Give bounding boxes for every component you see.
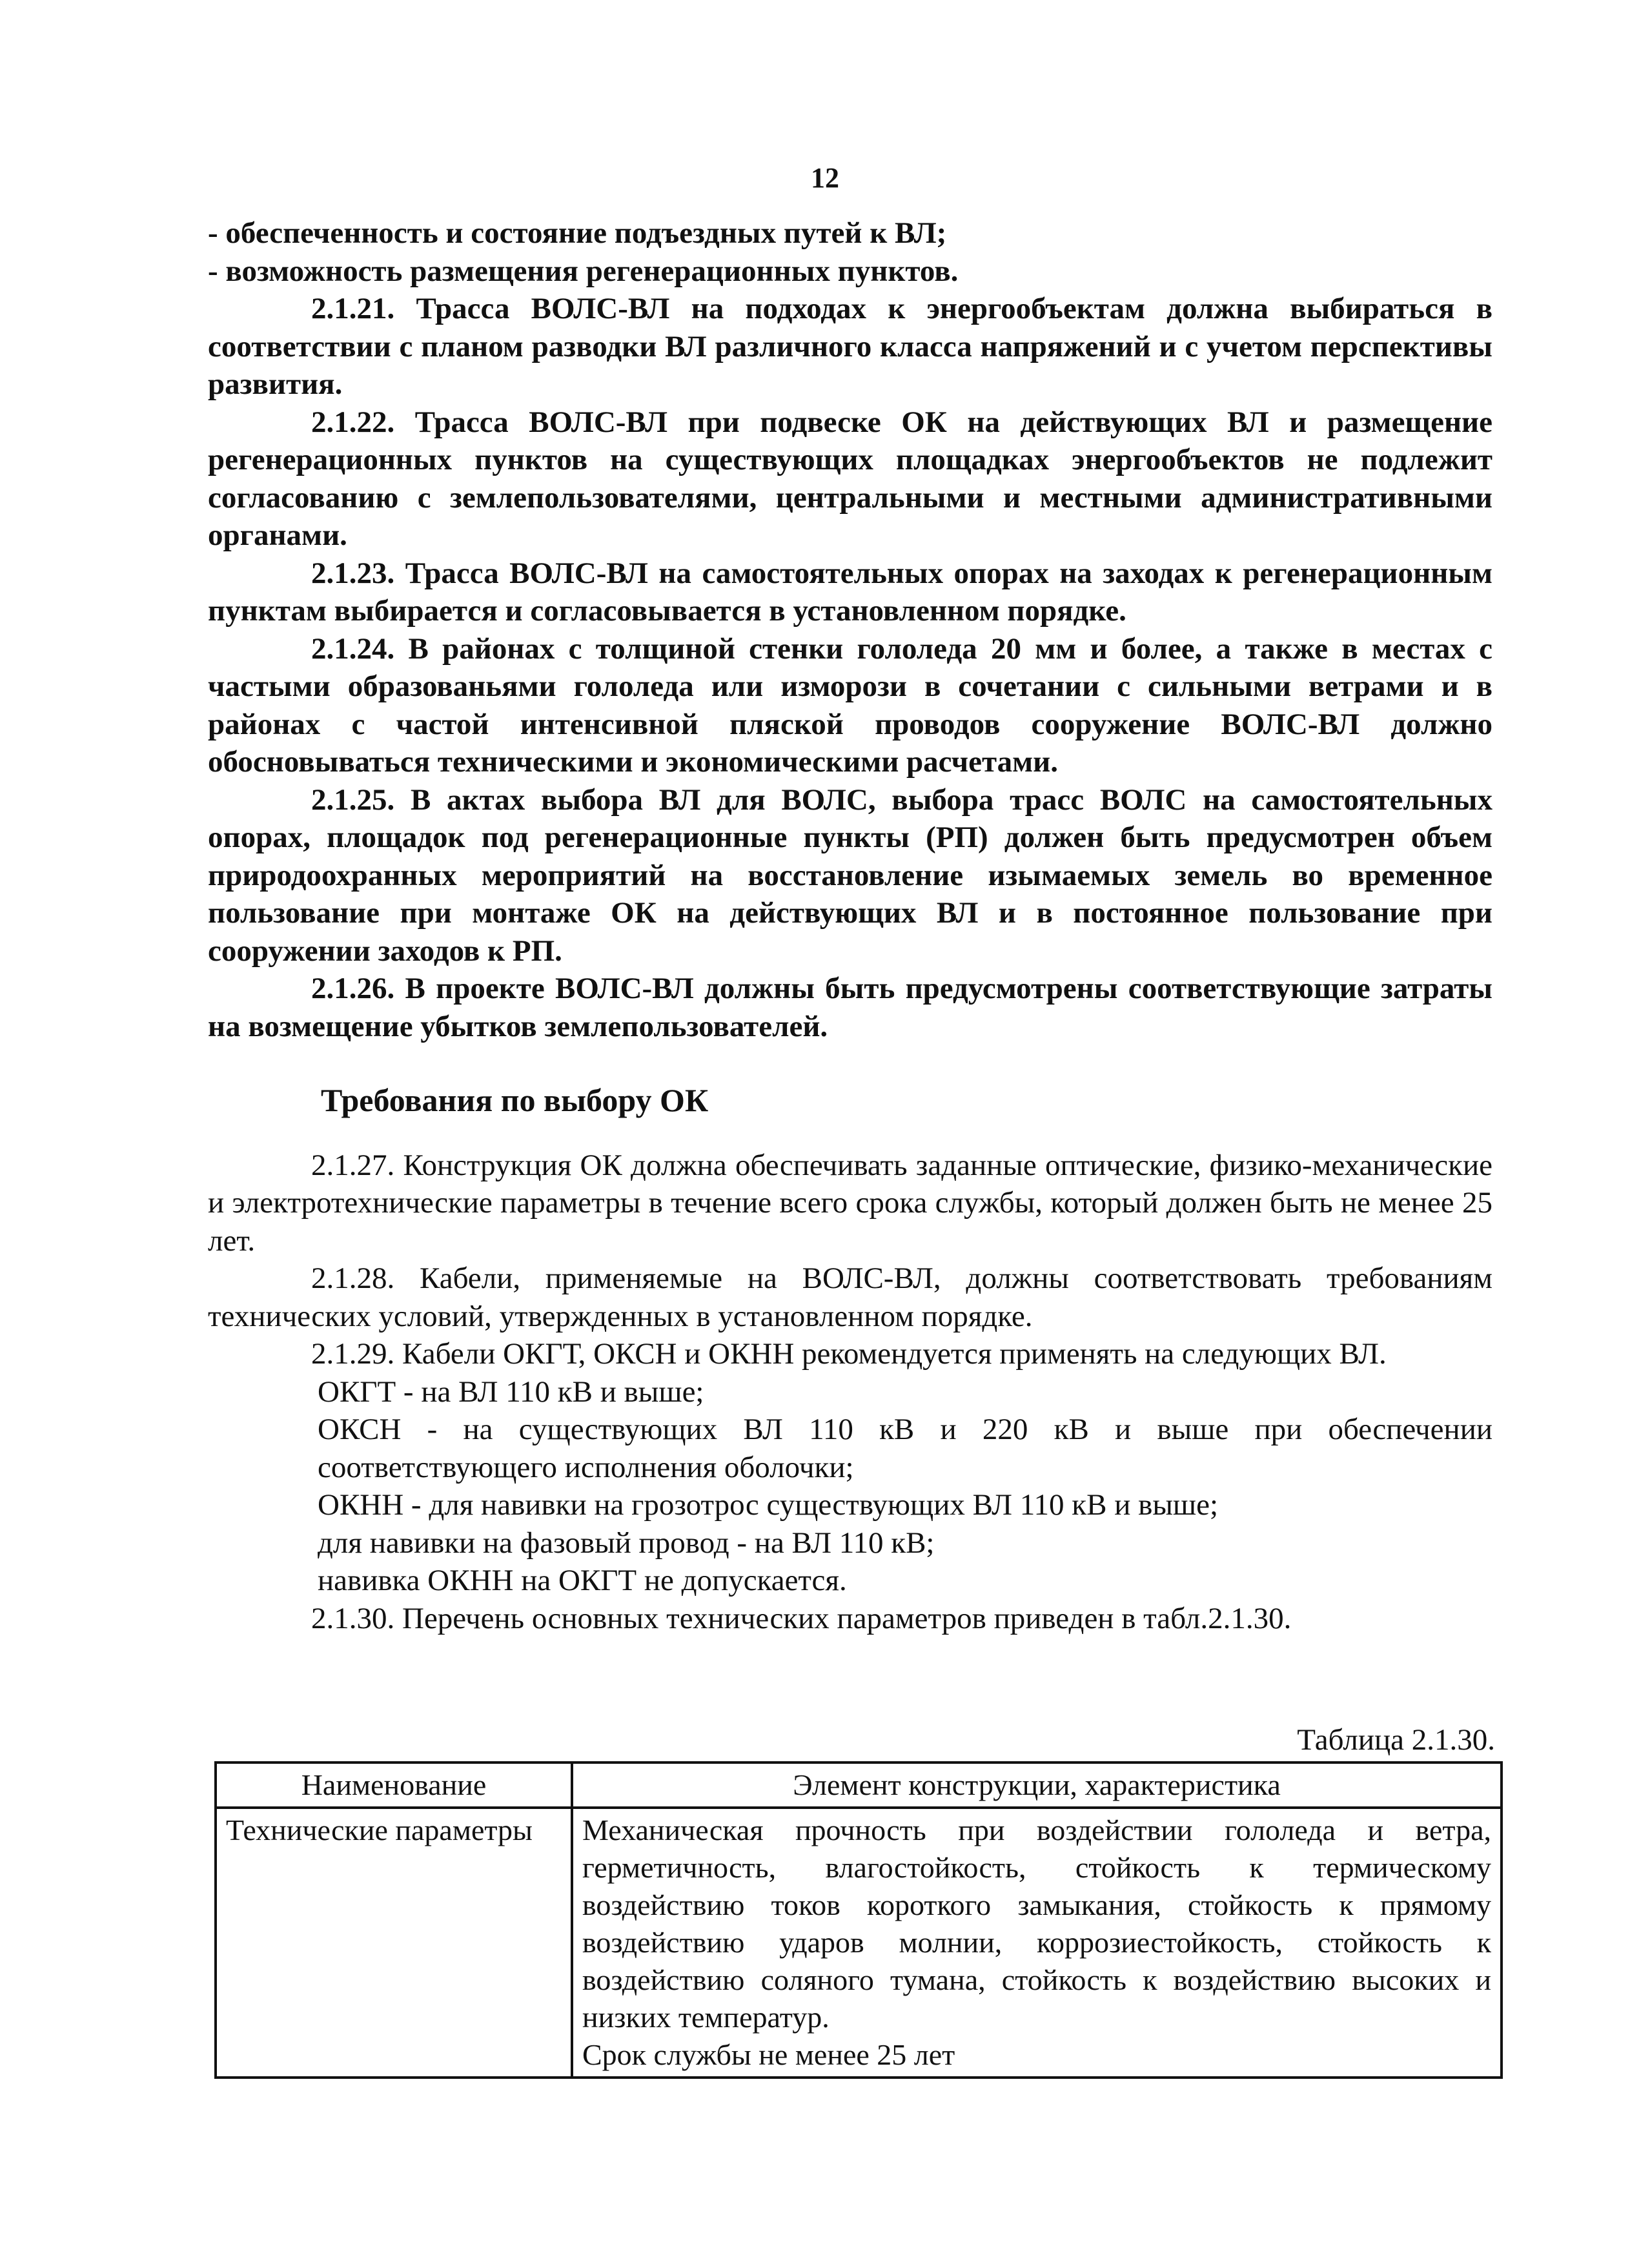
list-item: для навивки на фазовый провод - на ВЛ 110 кВ; — [318, 1526, 935, 1560]
paragraph: 2.1.23. Трасса ВОЛС-ВЛ на самостоятельных опорах на заходах к регенерационным пунктам выбирается и согласовывается в установленном порядке. — [208, 556, 1492, 628]
list-item: ОКСН - на существующих ВЛ 110 кВ и 220 кВ и выше при обеспечении соответствующего исполнения оболочки; — [318, 1413, 1492, 1484]
table-row — [216, 1808, 1502, 2078]
spec-table — [214, 1761, 1503, 2079]
table-header-row — [216, 1762, 1502, 1808]
page-number: 12 — [811, 162, 839, 194]
paragraph: 2.1.29. Кабели ОКГТ, ОКСН и ОКНН рекомендуется применять на следующих ВЛ. — [311, 1337, 1387, 1371]
list-item: навивка ОКНН на ОКГТ не допускается. — [318, 1564, 847, 1597]
table-header-cell: Элемент конструкции, характеристика — [572, 1762, 1502, 1808]
section-heading: Требования по выбору ОК — [321, 1082, 709, 1118]
paragraph: 2.1.30. Перечень основных технических параметров приведен в табл.2.1.30. — [311, 1601, 1292, 1635]
paragraph: 2.1.21. Трасса ВОЛС-ВЛ на подходах к энергообъектам должна выбираться в соответствии с планом разводки ВЛ различного класса напряжений и с учетом перспективы развития. — [208, 292, 1492, 401]
paragraph: - возможность размещения регенерационных пунктов. — [208, 254, 959, 288]
paragraph: 2.1.24. В районах с толщиной стенки гололеда 20 мм и более, а также в местах с частыми образованьями гололеда или изморози в сочетании с сильными ветрами и в районах с частой интенсивной пляской проводов сооружение ВОЛС-ВЛ должно обосновываться техническими и экономическими расчетами. — [208, 631, 1492, 779]
table-header-cell: Наименование — [216, 1762, 572, 1808]
table-cell-name: Технические параметры — [216, 1808, 572, 2078]
requirements-block — [208, 1147, 1492, 1638]
paragraph: 2.1.25. В актах выбора ВЛ для ВОЛС, выбора трасс ВОЛС на самостоятельных опорах, площадок под регенерационные пункты (РП) должен быть предусмотрен объем природоохранных мероприятий на восстановление изымаемых земель во временное пользование при монтаже ОК на действующих ВЛ и в постоянное пользование при сооружении заходов к РП. — [208, 782, 1492, 968]
table-caption: Таблица 2.1.30. — [1297, 1723, 1495, 1757]
paragraph: 2.1.22. Трасса ВОЛС-ВЛ при подвеске ОК на действующих ВЛ и размещение регенерационных пунктов на существующих площадках энергообъектов не подлежит согласованию с землепользователями, центральными и местными административными органами. — [208, 405, 1492, 552]
paragraph: 2.1.28. Кабели, применяемые на ВОЛС-ВЛ, должны соответствовать требованиям технических условий, утвержденных в установленном порядке. — [208, 1262, 1492, 1333]
list-item: ОКНН - для навивки на грозотрос существующих ВЛ 110 кВ и выше; — [318, 1488, 1219, 1522]
list-item: ОКГТ - на ВЛ 110 кВ и выше; — [318, 1374, 704, 1409]
document-body — [208, 214, 1492, 1637]
paragraph: 2.1.27. Конструкция ОК должна обеспечивать заданные оптические, физико-механические и электротехнические параметры в течение всего срока службы, который должен быть не менее 25 лет. — [208, 1148, 1492, 1258]
paragraph: 2.1.26. В проекте ВОЛС-ВЛ должны быть предусмотрены соответствующие затраты на возмещение убытков землепользователей. — [208, 972, 1492, 1043]
table-cell-description — [572, 1808, 1502, 2078]
service-life-text: Срок службы не менее 25 лет — [582, 2038, 955, 2071]
description-text: Механическая прочность при воздействии гололеда и ветра, герметичность, влагостойкость, стойкость к термическому воздействию токов короткого замыкания, стойкость к прямому воздействию ударов молнии, коррозиестойкость, стойкость к воздействию соляного тумана, стойкость к воздействию высоких и низких температур. — [582, 1813, 1491, 2034]
paragraph: - обеспеченность и состояние подъездных путей к ВЛ; — [208, 216, 947, 250]
